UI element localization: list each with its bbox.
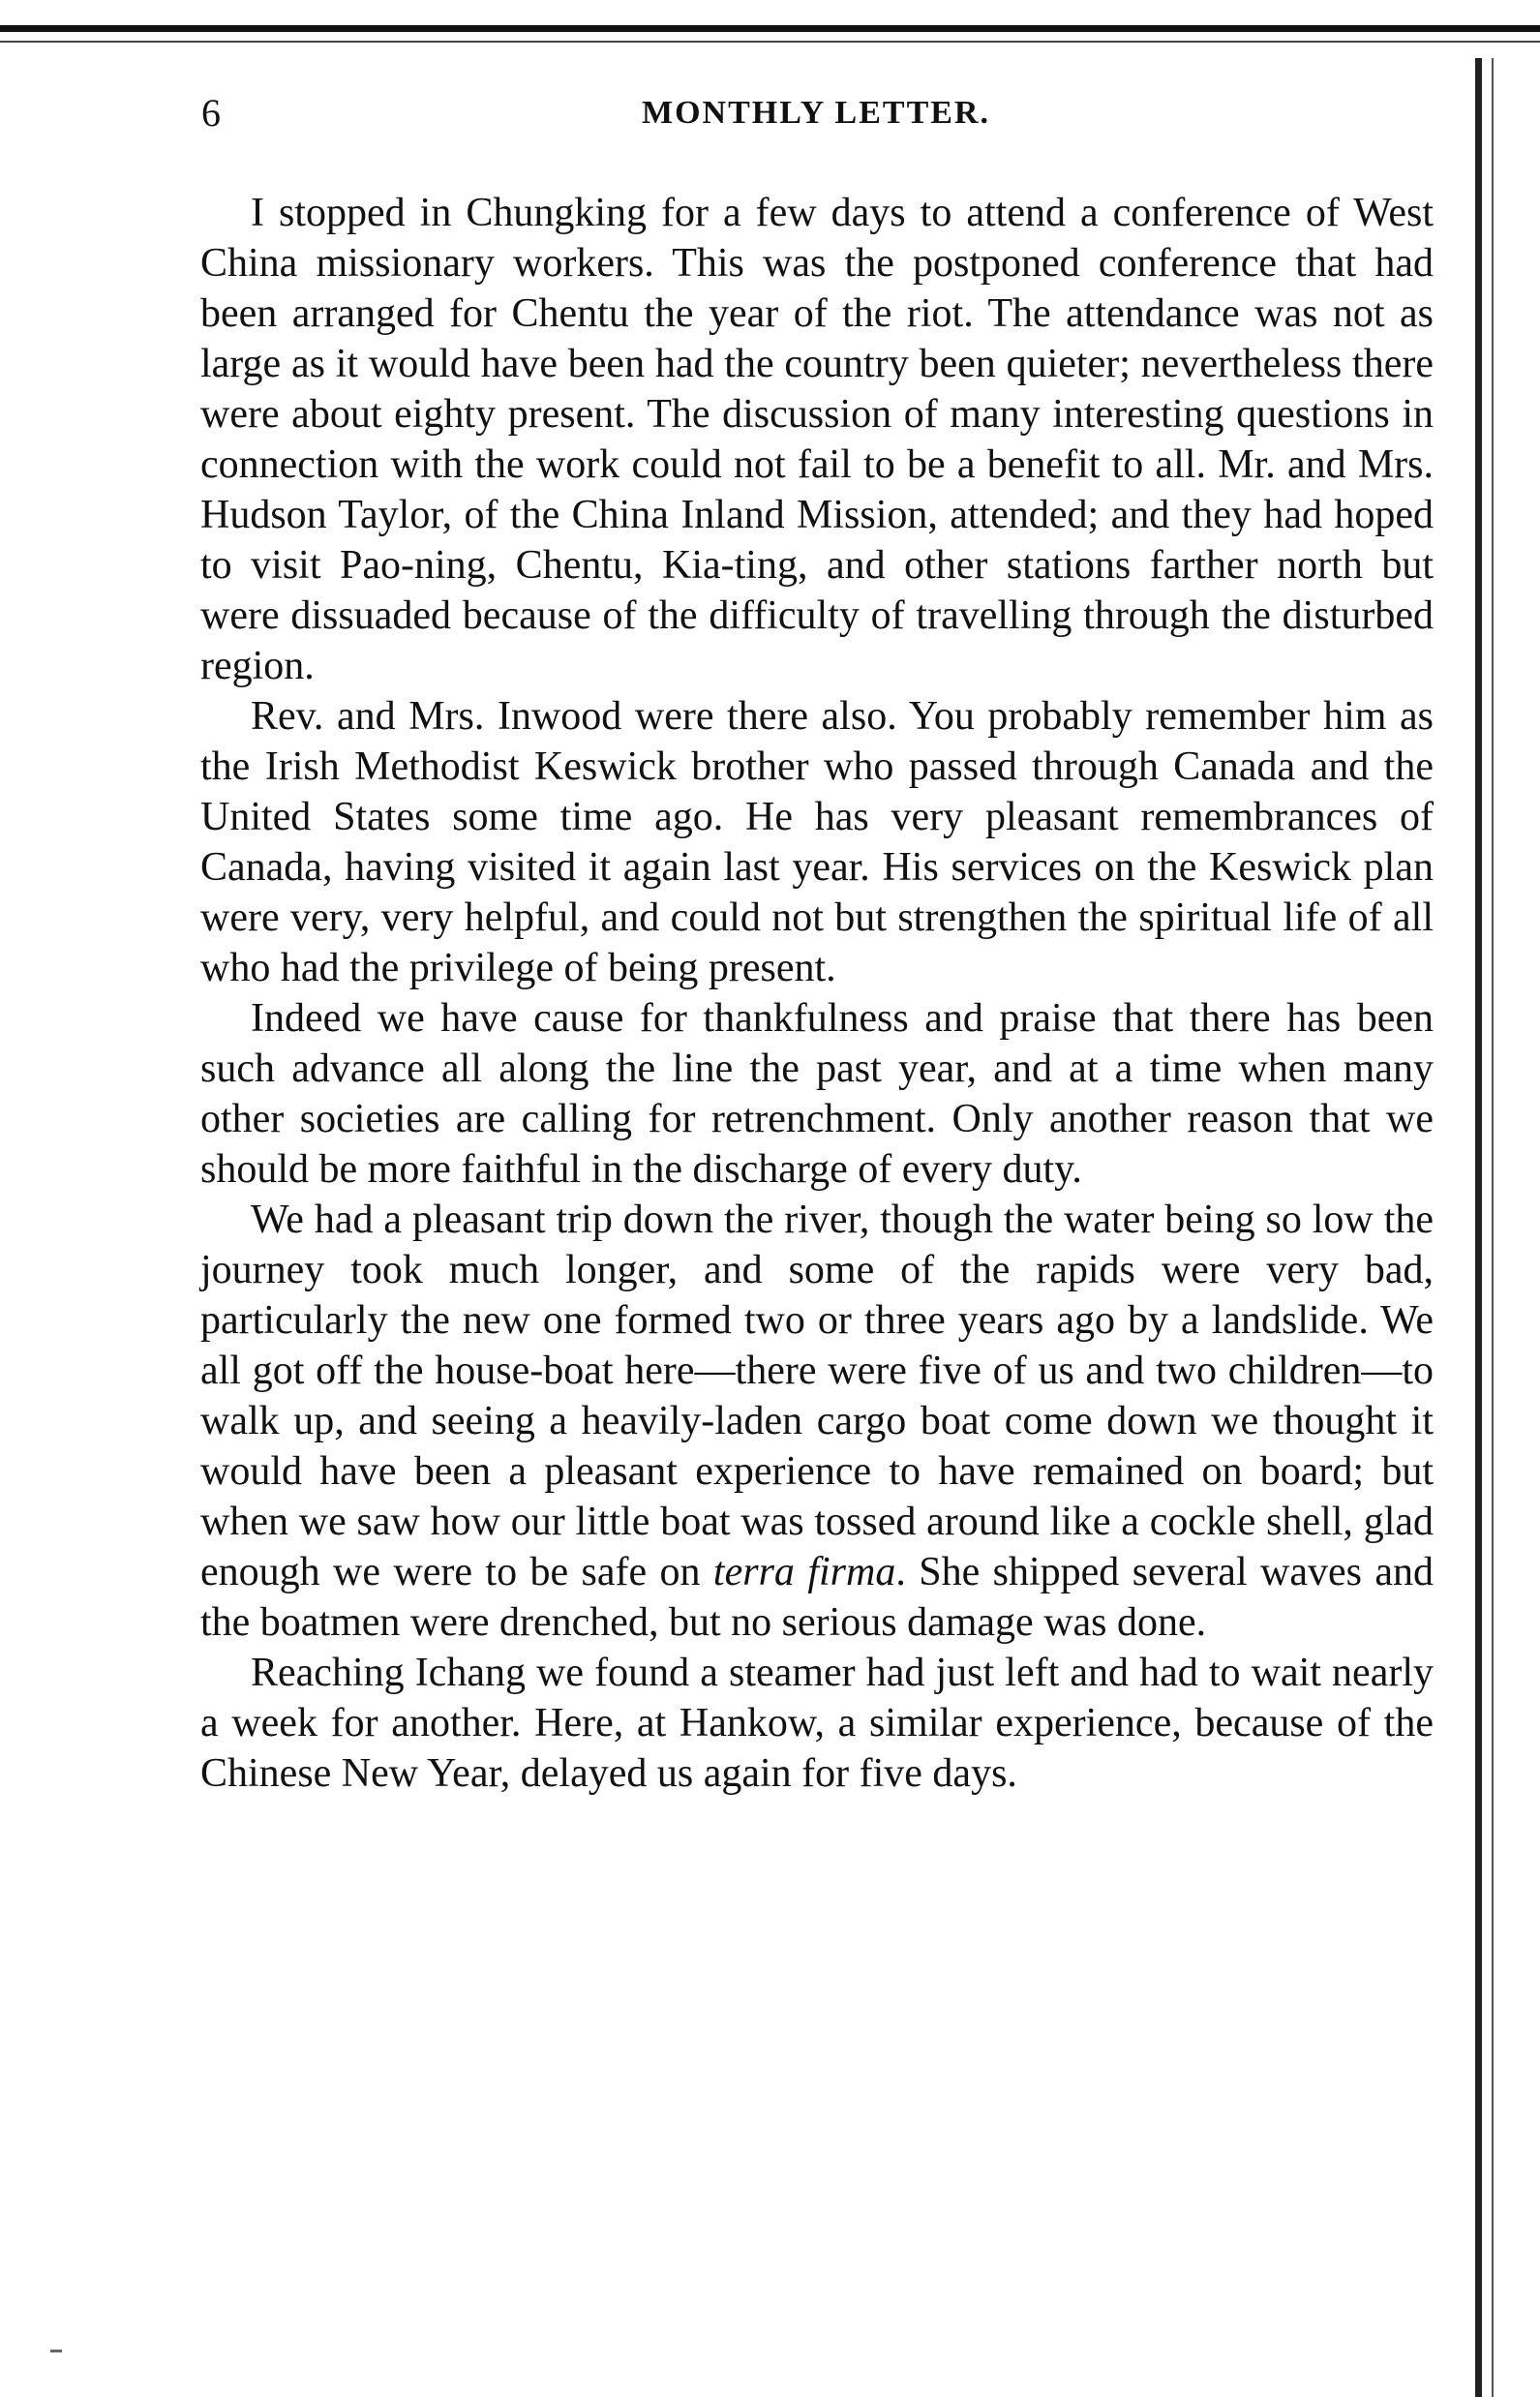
paragraph-5: Reaching Ichang we found a steamer had just left and had to wait nearly a week for another. Here, at Hankow, a similar experience, because of the Chinese New Year, delayed us again for five days. [200, 1651, 1434, 1796]
paragraph-2: Rev. and Mrs. Inwood were there also. You probably remember him as the Irish Methodist Keswick brother who passed through Canada and the United States some time ago. He has very pleasant remembrances of Canada, having visited it again last year. His services on the Keswick plan were very, very helpful, and could not but strengthen the spiritual life of all who had the privilege of being present. [200, 694, 1434, 990]
top-border-rule [0, 25, 1540, 32]
paragraph-3: Indeed we have cause for thankfulness and praise that there has been such advance all along the line the past year, and at a time when many other societies are calling for retrenchment. Only another reason that we should be more faithful in the discharge of every duty. [200, 996, 1434, 1192]
page-number: 6 [201, 91, 221, 135]
page-header [201, 89, 1431, 137]
page-right-edge [1475, 58, 1482, 2397]
running-title: MONTHLY LETTER. [641, 95, 990, 131]
letter-body [200, 188, 1434, 1799]
paragraph-4 [200, 1195, 1434, 1648]
paragraph-4-text-before: We had a pleasant trip down the river, though the water being so low the journey took much longer, and some of the rapids were very bad, particularly the new one formed two or three years ago by a landslide. We all got off the house-boat here—there were five of us and two children—to walk up, and seeing a heavily-laden cargo boat come down we thought it would have been a pleasant experience to have remained on board; but when we saw how our little boat was tossed around like a cockle shell, glad enough we were to be safe on [200, 1198, 1434, 1594]
margin-mark [50, 2350, 62, 2352]
paragraph-4-italic-phrase: terra firma [712, 1550, 896, 1594]
page-right-edge-thin [1492, 58, 1494, 2397]
top-border-thin-rule [0, 41, 1540, 43]
paragraph-1: I stopped in Chungking for a few days to attend a conference of West China missionary workers. This was the postponed conference that had been arranged for Chentu the year of the riot. The attendance was not as large as it would have been had the country been quieter; nevertheless there were about eighty present. The discussion of many interesting questions in connection with the work could not fail to be a benefit to all. Mr. and Mrs. Hudson Taylor, of the China Inland Mission, attended; and they had hoped to visit Pao-ning, Chentu, Kia-ting, and other stations farther north but were dissuaded because of the difficulty of travelling through the disturbed region. [200, 191, 1434, 688]
paragraph-4-text-after: . She shipped several waves and the boatmen were drenched, but no serious damage was done. [200, 1550, 1434, 1645]
